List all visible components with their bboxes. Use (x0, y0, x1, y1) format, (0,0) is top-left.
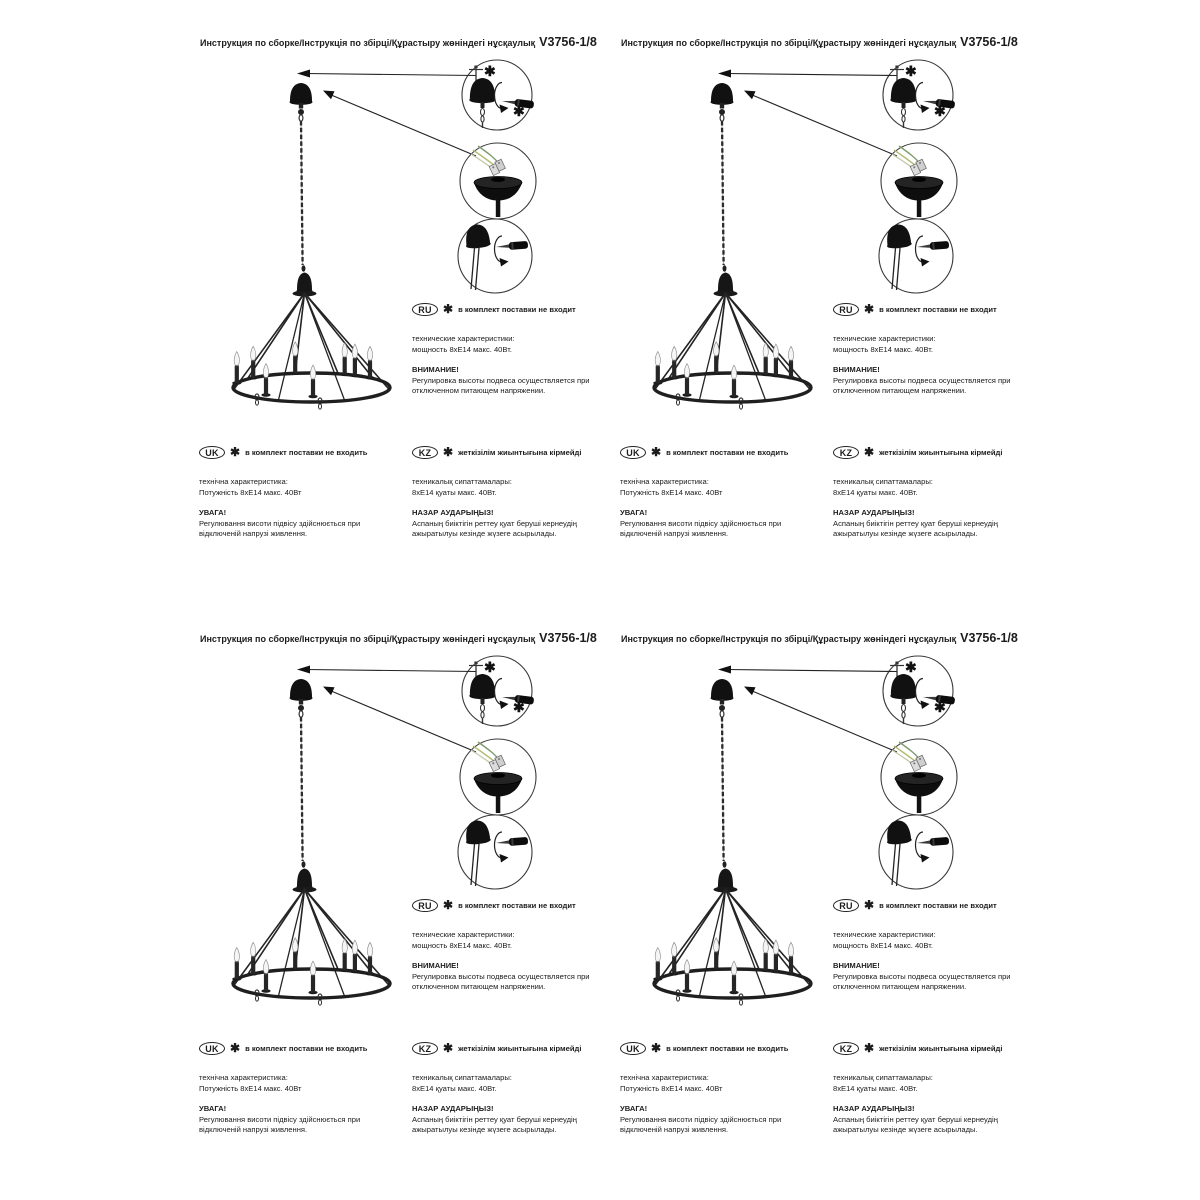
ring-hook (318, 994, 322, 1005)
asterisk-icon: ✱ (484, 659, 496, 675)
uk-warning (620, 508, 792, 540)
specs-value: Потужність 8хЕ14 макс. 40Вт (199, 1084, 302, 1093)
specs-title: технічна характеристика: (199, 477, 288, 486)
asterisk-icon: ✱ (651, 444, 662, 459)
uk-specs (199, 476, 395, 498)
ceiling-canopy (290, 679, 313, 701)
ru-note-row (833, 303, 1019, 316)
warning-text: Регулировка высоты подвеса осуществляется при отключенном питающем напряжении. (833, 971, 1011, 992)
warning-title: НАЗАР АУДАРЫҢЫЗ! (833, 1104, 915, 1113)
asterisk-icon: ✱ (443, 897, 454, 912)
ru-specs (412, 333, 598, 355)
warning-text: Регулировка высоты подвеса осуществляется при отключенном питающем напряжении. (412, 375, 590, 396)
specs-title: технічна характеристика: (620, 1073, 709, 1082)
asterisk-icon: ✱ (934, 103, 946, 119)
warning-text: Регулювання висоти підвісу здійснюється при відключеній напрузі живлення. (620, 518, 782, 539)
kz-specs (833, 1072, 1025, 1094)
language-badge-uk: UK (620, 1042, 646, 1055)
language-badge-ru: RU (833, 899, 859, 912)
warning-title: УВАГА! (199, 1104, 227, 1113)
instruction-page (180, 6, 601, 600)
kz-warning (412, 508, 600, 540)
warning-title: НАЗАР АУДАРЫҢЫЗ! (412, 1104, 494, 1113)
asterisk-icon: ✱ (513, 103, 525, 119)
specs-value: 8хЕ14 қуаты макс. 40Вт. (833, 1084, 918, 1093)
section-uk (199, 446, 395, 540)
specs-value: мощность 8хЕ14 макс. 40Вт. (833, 345, 933, 354)
warning-title: УВАГА! (620, 1104, 648, 1113)
not-included-note: жеткізілім жиынтығына кірмейді (458, 1044, 582, 1053)
ring-hook (676, 394, 680, 405)
warning-text: Аспаның биіктігін реттеу қуат беруші кернеудің ажыратылуы кезінде жүзеге асырылады. (833, 1114, 998, 1135)
ru-note-row (412, 303, 598, 316)
asterisk-icon: ✱ (864, 444, 875, 459)
asterisk-icon: ✱ (443, 1040, 454, 1055)
uk-warning (199, 1104, 371, 1136)
uk-note-row (199, 446, 395, 459)
specs-value: мощность 8хЕ14 макс. 40Вт. (412, 941, 512, 950)
leader-arrow-diagonal (744, 687, 897, 753)
warning-title: ВНИМАНИЕ! (833, 365, 880, 374)
kz-note-row (412, 446, 604, 459)
warning-title: УВАГА! (199, 508, 227, 517)
chandelier-drawing (232, 83, 390, 409)
hub-bell (718, 869, 733, 887)
specs-title: технічна характеристика: (620, 477, 709, 486)
candle-lights (653, 938, 795, 994)
language-badge-kz: KZ (833, 1042, 859, 1055)
specs-title: технические характеристики: (833, 334, 936, 343)
warning-text: Регулювання висоти підвісу здійснюється при відключеній напрузі живлення. (199, 1114, 361, 1135)
warning-title: ВНИМАНИЕ! (412, 961, 459, 970)
specs-value: 8хЕ14 қуаты макс. 40Вт. (412, 1084, 497, 1093)
hanging-chain (722, 717, 724, 861)
uk-specs (199, 1072, 395, 1094)
language-badge-ru: RU (412, 303, 438, 316)
ru-warning (412, 365, 598, 397)
kz-specs (833, 476, 1025, 498)
specs-title: технические характеристики: (412, 334, 515, 343)
candle-lights (653, 342, 795, 398)
ru-note-row (833, 899, 1019, 912)
not-included-note: в комплект поставки не входит (458, 901, 576, 910)
specs-value: Потужність 8хЕ14 макс. 40Вт (199, 488, 302, 497)
not-included-note: в комплект поставки не входить (666, 448, 789, 457)
asterisk-icon: ✱ (443, 444, 454, 459)
page-title-text: Инструкция по сборке/Інструкція по збірці/Құрастыру жөніндегі нұсқаулық (621, 38, 957, 48)
hanging-chain (301, 121, 303, 265)
kz-note-row (833, 446, 1025, 459)
kz-note-row (833, 1042, 1025, 1055)
ru-specs (412, 929, 598, 951)
section-ru (833, 899, 1019, 993)
uk-specs (620, 476, 816, 498)
section-uk (620, 1042, 816, 1136)
kz-warning (412, 1104, 600, 1136)
section-kz (412, 446, 604, 540)
not-included-note: жеткізілім жиынтығына кірмейді (458, 448, 582, 457)
language-badge-uk: UK (199, 446, 225, 459)
section-kz (833, 446, 1025, 540)
asterisk-icon: ✱ (230, 1040, 241, 1055)
warning-title: НАЗАР АУДАРЫҢЫЗ! (833, 508, 915, 517)
warning-title: УВАГА! (620, 508, 648, 517)
candle-lights (232, 342, 374, 398)
section-kz (833, 1042, 1025, 1136)
language-badge-ru: RU (833, 303, 859, 316)
specs-value: Потужність 8хЕ14 макс. 40Вт (620, 488, 723, 497)
product-code: V3756-1/8 (960, 631, 1018, 645)
kz-warning (833, 508, 1021, 540)
leader-arrow-left (297, 666, 476, 674)
ru-specs (833, 333, 1019, 355)
section-ru (833, 303, 1019, 397)
warning-text: Аспаның биіктігін реттеу қуат беруші кернеудің ажыратылуы кезінде жүзеге асырылады. (412, 1114, 577, 1135)
product-code: V3756-1/8 (960, 35, 1018, 49)
ring-hook (255, 394, 259, 405)
ring-hook (255, 990, 259, 1001)
specs-value: 8хЕ14 қуаты макс. 40Вт. (833, 488, 918, 497)
kz-note-row (412, 1042, 604, 1055)
section-uk (199, 1042, 395, 1136)
language-badge-kz: KZ (412, 446, 438, 459)
hanging-chain (301, 717, 303, 861)
instruction-page (180, 602, 601, 1196)
specs-title: технические характеристики: (412, 930, 515, 939)
specs-title: техникалық сипаттамалары: (412, 477, 512, 486)
asterisk-icon: ✱ (443, 301, 454, 316)
warning-title: ВНИМАНИЕ! (833, 961, 880, 970)
specs-title: техникалық сипаттамалары: (833, 477, 933, 486)
uk-specs (620, 1072, 816, 1094)
warning-text: Регулювання висоти підвісу здійснюється при відключеній напрузі живлення. (199, 518, 361, 539)
ring-hook (739, 994, 743, 1005)
hub-bell (297, 869, 312, 887)
language-badge-uk: UK (199, 1042, 225, 1055)
uk-warning (199, 508, 371, 540)
language-badge-kz: KZ (412, 1042, 438, 1055)
ru-warning (833, 961, 1019, 993)
specs-value: мощность 8хЕ14 макс. 40Вт. (833, 941, 933, 950)
asterisk-icon: ✱ (934, 699, 946, 715)
ru-specs (833, 929, 1019, 951)
leader-arrow-left (297, 70, 476, 78)
chain-ball-connector (298, 109, 304, 115)
not-included-note: в комплект поставки не входит (458, 305, 576, 314)
uk-warning (620, 1104, 792, 1136)
asterisk-icon: ✱ (864, 1040, 875, 1055)
warning-text: Аспаның биіктігін реттеу қуат беруші кернеудің ажыратылуы кезінде жүзеге асырылады. (833, 518, 998, 539)
specs-value: Потужність 8хЕ14 макс. 40Вт (620, 1084, 723, 1093)
chain-ball-connector (719, 705, 725, 711)
specs-title: технічна характеристика: (199, 1073, 288, 1082)
instruction-page (601, 602, 1022, 1196)
specs-title: технические характеристики: (833, 930, 936, 939)
asterisk-icon: ✱ (513, 699, 525, 715)
leader-arrow-diagonal (323, 687, 476, 753)
page-title-text: Инструкция по сборке/Інструкція по збірці/Құрастыру жөніндегі нұсқаулық (200, 634, 536, 644)
ring-hook (676, 990, 680, 1001)
ring-hook (739, 398, 743, 409)
not-included-note: жеткізілім жиынтығына кірмейді (879, 448, 1003, 457)
asterisk-icon: ✱ (905, 659, 917, 675)
asterisk-icon: ✱ (905, 63, 917, 79)
not-included-note: в комплект поставки не входит (879, 305, 997, 314)
language-badge-ru: RU (412, 899, 438, 912)
leader-arrow-diagonal (323, 91, 476, 157)
ceiling-canopy (711, 679, 734, 701)
not-included-note: в комплект поставки не входить (245, 1044, 368, 1053)
ru-note-row (412, 899, 598, 912)
kz-specs (412, 476, 604, 498)
kz-specs (412, 1072, 604, 1094)
section-uk (620, 446, 816, 540)
product-code: V3756-1/8 (539, 631, 597, 645)
page-title-text: Инструкция по сборке/Інструкція по збірці/Құрастыру жөніндегі нұсқаулық (200, 38, 536, 48)
chandelier-drawing (653, 679, 811, 1005)
uk-note-row (620, 446, 816, 459)
ceiling-canopy (290, 83, 313, 105)
uk-note-row (199, 1042, 395, 1055)
page-title-text: Инструкция по сборке/Інструкція по збірці/Құрастыру жөніндегі нұсқаулық (621, 634, 957, 644)
hanging-chain (722, 121, 724, 265)
specs-value: мощность 8хЕ14 макс. 40Вт. (412, 345, 512, 354)
warning-title: ВНИМАНИЕ! (412, 365, 459, 374)
specs-title: техникалық сипаттамалары: (412, 1073, 512, 1082)
language-badge-uk: UK (620, 446, 646, 459)
chain-ball-connector (298, 705, 304, 711)
section-ru (412, 303, 598, 397)
instruction-page (601, 6, 1022, 600)
ru-warning (833, 365, 1019, 397)
not-included-note: в комплект поставки не входить (666, 1044, 789, 1053)
ru-warning (412, 961, 598, 993)
not-included-note: в комплект поставки не входить (245, 448, 368, 457)
asterisk-icon: ✱ (864, 301, 875, 316)
asterisk-icon: ✱ (651, 1040, 662, 1055)
hub-bell (718, 273, 733, 291)
section-ru (412, 899, 598, 993)
section-kz (412, 1042, 604, 1136)
specs-title: техникалық сипаттамалары: (833, 1073, 933, 1082)
hub-bell (297, 273, 312, 291)
ceiling-canopy (711, 83, 734, 105)
warning-text: Регулювання висоти підвісу здійснюється при відключеній напрузі живлення. (620, 1114, 782, 1135)
warning-text: Аспаның биіктігін реттеу қуат беруші кернеудің ажыратылуы кезінде жүзеге асырылады. (412, 518, 577, 539)
asterisk-icon: ✱ (484, 63, 496, 79)
warning-title: НАЗАР АУДАРЫҢЫЗ! (412, 508, 494, 517)
leader-arrow-left (718, 666, 897, 674)
uk-note-row (620, 1042, 816, 1055)
leader-arrow-left (718, 70, 897, 78)
asterisk-icon: ✱ (864, 897, 875, 912)
leader-arrow-diagonal (744, 91, 897, 157)
not-included-note: в комплект поставки не входит (879, 901, 997, 910)
candle-lights (232, 938, 374, 994)
warning-text: Регулировка высоты подвеса осуществляется при отключенном питающем напряжении. (833, 375, 1011, 396)
chandelier-drawing (232, 679, 390, 1005)
chain-ball-connector (719, 109, 725, 115)
product-code: V3756-1/8 (539, 35, 597, 49)
kz-warning (833, 1104, 1021, 1136)
specs-value: 8хЕ14 қуаты макс. 40Вт. (412, 488, 497, 497)
not-included-note: жеткізілім жиынтығына кірмейді (879, 1044, 1003, 1053)
chandelier-drawing (653, 83, 811, 409)
language-badge-kz: KZ (833, 446, 859, 459)
ring-hook (318, 398, 322, 409)
warning-text: Регулировка высоты подвеса осуществляется при отключенном питающем напряжении. (412, 971, 590, 992)
asterisk-icon: ✱ (230, 444, 241, 459)
